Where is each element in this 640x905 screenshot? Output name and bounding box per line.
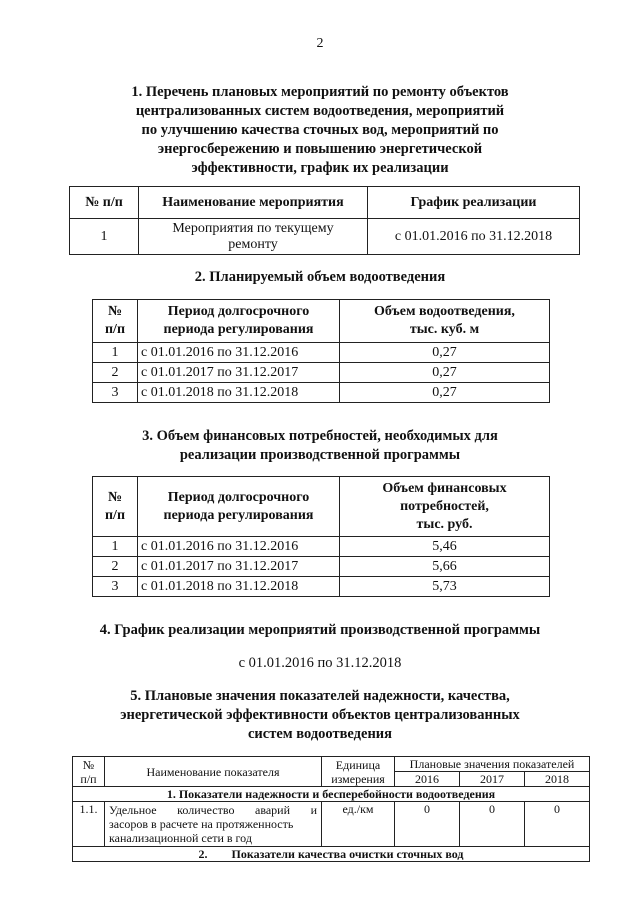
- title-line: 1. Перечень плановых мероприятий по ремонту объектов: [131, 84, 509, 100]
- row-value: 0,27: [340, 383, 550, 403]
- group-name: Показатели качества очистки сточных вод: [231, 847, 464, 861]
- header-num: № п/п: [93, 477, 138, 537]
- row-period: с 01.01.2017 по 31.12.2017: [138, 363, 340, 383]
- indicators-table: [72, 756, 590, 862]
- table-row: [93, 363, 550, 383]
- activities-table: [69, 186, 580, 255]
- row-value: 0,27: [340, 363, 550, 383]
- header-period: Период долгосрочного периода регулирования: [138, 300, 340, 343]
- section1-title: [60, 83, 580, 178]
- section3-title: [60, 427, 580, 465]
- group-num: 2.: [198, 847, 208, 861]
- title-line: по улучшению качества сточных вод, мероприятий по: [141, 122, 499, 138]
- row-num: 1: [93, 537, 138, 557]
- header-activity: Наименование мероприятия: [139, 187, 368, 219]
- header-num: № п/п: [70, 187, 139, 219]
- table-row: [93, 537, 550, 557]
- header-volume: Объем водоотведения, тыс. куб. м: [340, 300, 550, 343]
- row-value: 5,66: [340, 557, 550, 577]
- title-line: энергосбережению и повышению энергетической: [157, 141, 483, 157]
- row-unit: ед./км: [322, 802, 395, 847]
- row-period: с 01.01.2016 по 31.12.2016: [138, 343, 340, 363]
- table-row: [93, 557, 550, 577]
- row-num: 1.1.: [73, 802, 105, 847]
- table-row: [93, 343, 550, 363]
- group-reliability: 1. Показатели надежности и бесперебойности водоотведения: [73, 787, 590, 802]
- row-num: 2: [93, 363, 138, 383]
- header-year: 2018: [525, 772, 590, 787]
- row-value: 5,73: [340, 577, 550, 597]
- title-line: энергетической эффективности объектов централизованных: [120, 707, 520, 723]
- row-value: 5,46: [340, 537, 550, 557]
- header-unit: Единица измерения: [322, 757, 395, 787]
- row-period: с 01.01.2016 по 31.12.2016: [138, 537, 340, 557]
- section5-title: [60, 687, 580, 744]
- row-period: с 01.01.2018 по 31.12.2018: [138, 383, 340, 403]
- volume-table: [92, 299, 550, 403]
- row-num: 2: [93, 557, 138, 577]
- row-activity: Мероприятия по текущему ремонту: [139, 219, 368, 255]
- title-line: систем водоотведения: [247, 726, 393, 742]
- row-period: с 01.01.2018 по 31.12.2018: [138, 577, 340, 597]
- row-indicator-name: Удельное количество аварий и засоров в расчете на протяженность канализационной сети в год: [105, 802, 322, 847]
- table-row: [73, 802, 590, 847]
- header-finance: Объем финансовых потребностей, тыс. руб.: [340, 477, 550, 537]
- header-period: Период долгосрочного периода регулирования: [138, 477, 340, 537]
- table-row: [93, 577, 550, 597]
- row-value: 0,27: [340, 343, 550, 363]
- row-value-2017: 0: [460, 802, 525, 847]
- section4-period: с 01.01.2016 по 31.12.2018: [238, 655, 402, 671]
- row-num: 1: [93, 343, 138, 363]
- page-number: 2: [316, 36, 324, 51]
- table-row: [93, 383, 550, 403]
- title-line: 5. Плановые значения показателей надежности, качества,: [130, 688, 510, 704]
- header-indicator-name: Наименование показателя: [105, 757, 322, 787]
- finance-table: [92, 476, 550, 597]
- header-year: 2016: [395, 772, 460, 787]
- row-value-2016: 0: [395, 802, 460, 847]
- row-schedule: с 01.01.2016 по 31.12.2018: [368, 219, 580, 255]
- table-row: [70, 219, 580, 255]
- header-schedule: График реализации: [368, 187, 580, 219]
- group-quality: [73, 847, 590, 862]
- row-num: 1: [70, 219, 139, 255]
- row-value-2018: 0: [525, 802, 590, 847]
- header-num: № п/п: [73, 757, 105, 787]
- title-line: эффективности, график их реализации: [191, 160, 449, 176]
- row-num: 3: [93, 383, 138, 403]
- section4-title: 4. График реализации мероприятий производственной программы: [99, 622, 541, 638]
- header-planned: Плановые значения показателей: [395, 757, 590, 772]
- row-num: 3: [93, 577, 138, 597]
- title-line: 3. Объем финансовых потребностей, необходимых для: [142, 428, 498, 444]
- header-num: № п/п: [93, 300, 138, 343]
- header-year: 2017: [460, 772, 525, 787]
- title-line: централизованных систем водоотведения, мероприятий: [135, 103, 505, 119]
- section2-title: 2. Планируемый объем водоотведения: [194, 269, 446, 285]
- title-line: реализации производственной программы: [179, 447, 461, 463]
- row-period: с 01.01.2017 по 31.12.2017: [138, 557, 340, 577]
